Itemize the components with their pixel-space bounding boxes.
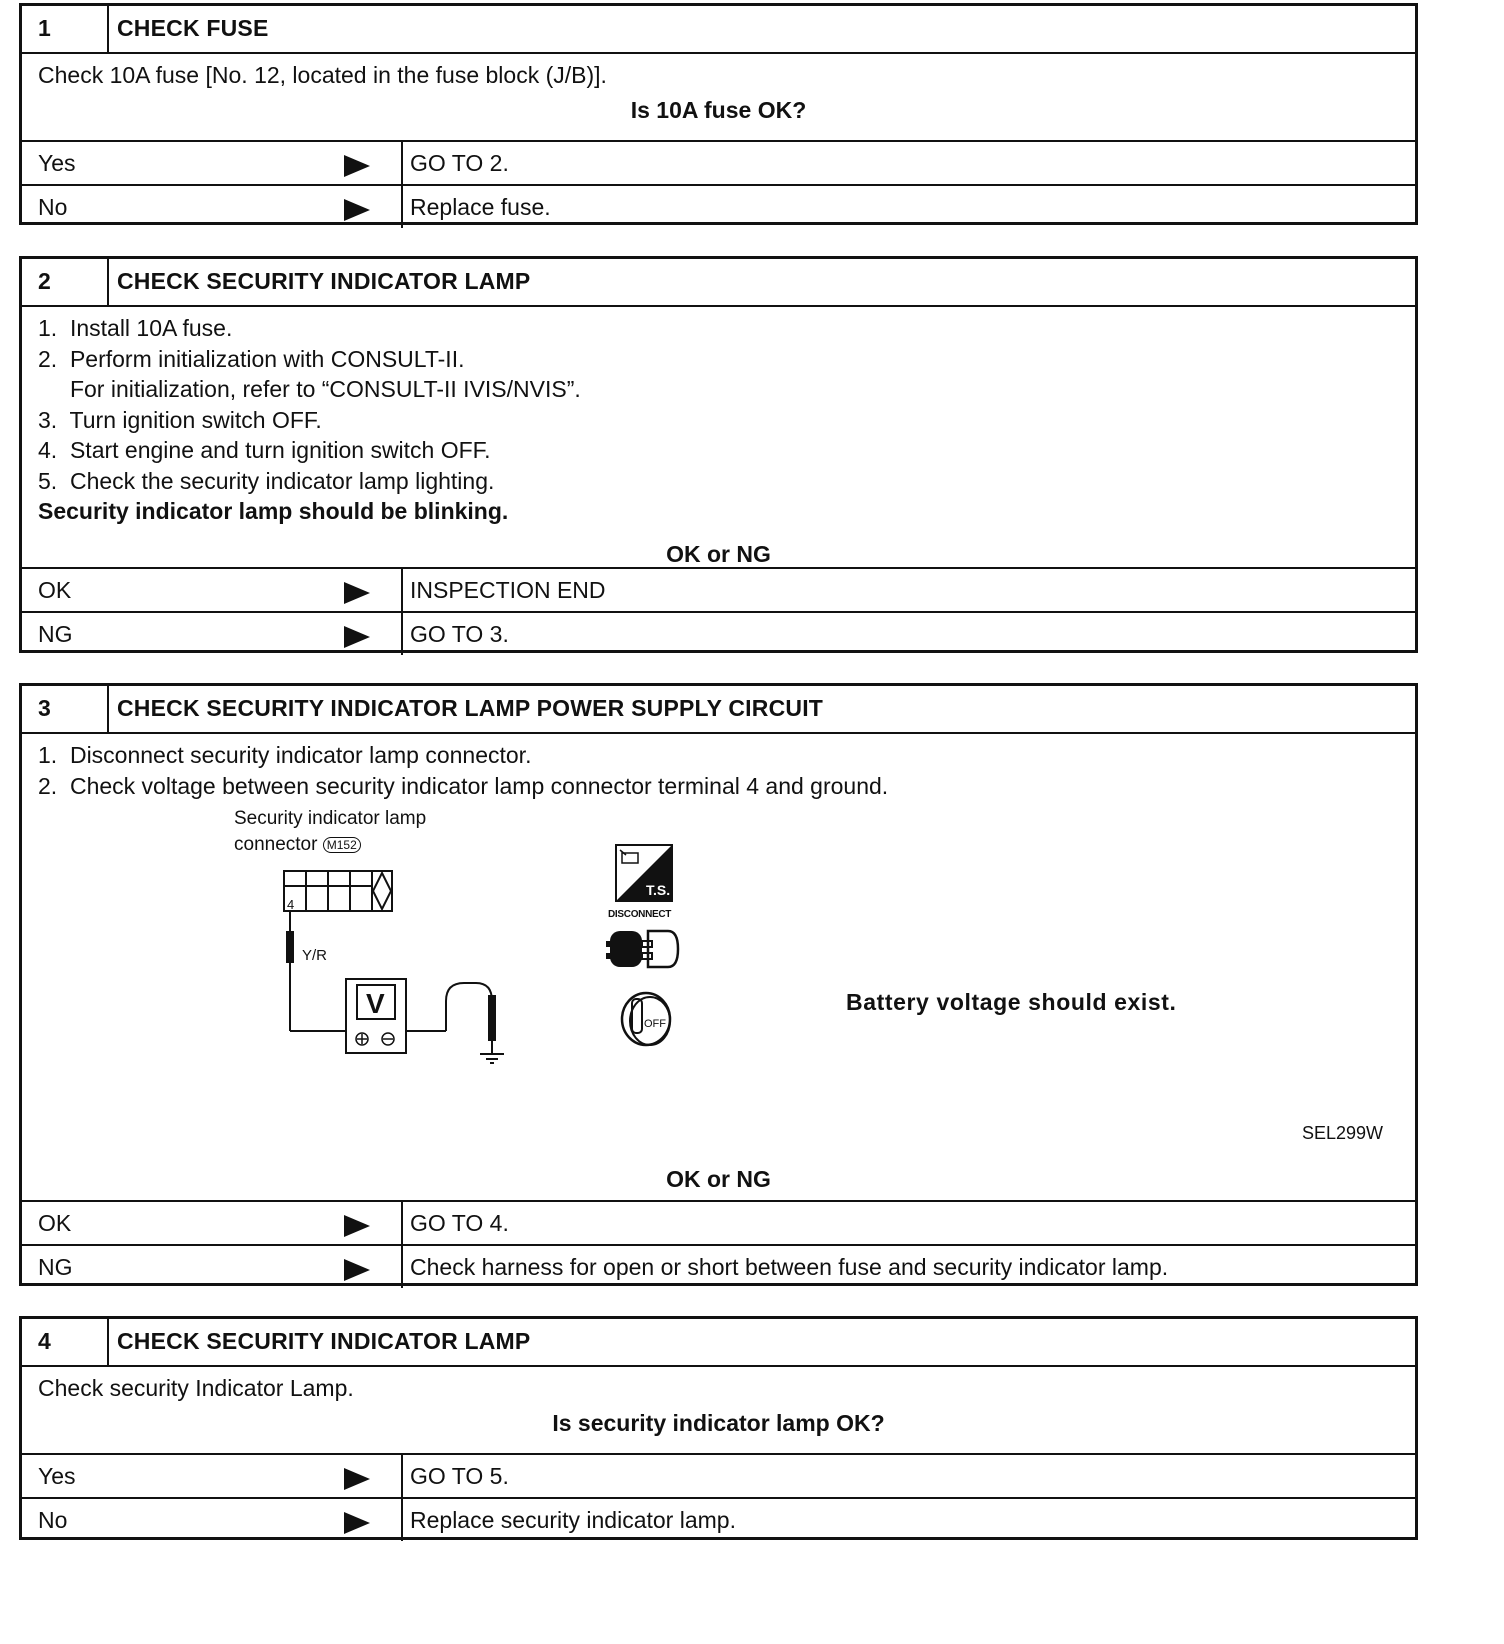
answer-result: GO TO 5. xyxy=(410,1463,509,1489)
ground-probe xyxy=(488,995,496,1041)
answer-row xyxy=(22,611,1415,655)
step-header xyxy=(22,6,1415,52)
answer-result: GO TO 4. xyxy=(410,1210,509,1236)
step-header xyxy=(22,686,1415,732)
step-instructions xyxy=(22,52,1415,140)
answer-row xyxy=(22,1453,1415,1497)
step-number: 3 xyxy=(22,686,109,732)
disconnect-label: DISCONNECT xyxy=(608,909,672,920)
connector-label-text: connector xyxy=(234,834,318,855)
instruction-line: Check 10A fuse [No. 12, located in the fuse block (J/B)]. xyxy=(38,62,607,88)
step-number: 1 xyxy=(22,6,109,52)
circuit-diagram xyxy=(264,861,564,1081)
connector-id-badge: M152 xyxy=(323,837,361,853)
instruction-emphasis: Security indicator lamp should be blinking. xyxy=(38,498,509,524)
disconnect-icon xyxy=(606,921,686,977)
voltage-check-figure xyxy=(38,801,1399,1171)
step-instructions xyxy=(22,305,1415,567)
answer-label: OK xyxy=(38,1210,72,1236)
arrow-right-icon xyxy=(344,582,370,604)
test-probe xyxy=(286,931,294,963)
instruction-line: 2. Perform initialization with CONSULT-II. xyxy=(38,345,465,372)
answer-row xyxy=(22,1497,1415,1541)
step-3-block xyxy=(19,683,1418,1286)
arrow-right-icon xyxy=(344,1215,370,1237)
arrow-right-icon xyxy=(344,626,370,648)
step-1-block xyxy=(19,3,1418,225)
step-title: CHECK SECURITY INDICATOR LAMP xyxy=(117,268,531,294)
voltmeter-symbol: V xyxy=(366,988,385,1019)
answer-result: Check harness for open or short between fuse and security indicator lamp. xyxy=(410,1254,1169,1280)
step-instructions xyxy=(22,732,1415,1200)
step-question: OK or NG xyxy=(666,540,771,567)
connector-label: Security indicator lamp xyxy=(234,808,427,829)
instruction-line: 4. Start engine and turn ignition switch OFF. xyxy=(38,437,491,463)
answer-result: GO TO 2. xyxy=(410,150,509,176)
step-header xyxy=(22,259,1415,305)
connector-label xyxy=(234,831,361,858)
ignition-key-off-icon xyxy=(616,989,680,1053)
step-title: CHECK SECURITY INDICATOR LAMP POWER SUPPLY CIRCUIT xyxy=(117,695,824,721)
instruction-line: 2. Check voltage between security indicator lamp connector terminal 4 and ground. xyxy=(38,772,889,799)
step-header xyxy=(22,1319,1415,1365)
instruction-line: 1. Install 10A fuse. xyxy=(38,315,233,341)
answer-label: NG xyxy=(38,1254,73,1280)
answer-label: No xyxy=(38,194,68,220)
svg-text:OFF: OFF xyxy=(644,1018,666,1030)
step-number: 4 xyxy=(22,1319,109,1365)
answer-label: NG xyxy=(38,621,73,647)
step-number: 2 xyxy=(22,259,109,305)
answer-result: Replace security indicator lamp. xyxy=(410,1507,736,1533)
answer-label: Yes xyxy=(38,1463,76,1489)
step-title: CHECK FUSE xyxy=(117,15,269,41)
answer-label: No xyxy=(38,1507,68,1533)
terminal-number: 4 xyxy=(287,897,295,912)
arrow-right-icon xyxy=(344,199,370,221)
answer-label: OK xyxy=(38,577,72,603)
instruction-line: 1. Disconnect security indicator lamp connector. xyxy=(38,742,532,768)
arrow-right-icon xyxy=(344,155,370,177)
instruction-line: For initialization, refer to “CONSULT-II IVIS/NVIS”. xyxy=(38,376,581,402)
wire-color: Y/R xyxy=(302,947,328,964)
answer-row xyxy=(22,140,1415,184)
answer-row xyxy=(22,1200,1415,1244)
arrow-right-icon xyxy=(344,1259,370,1281)
arrow-right-icon xyxy=(344,1512,370,1534)
instruction-line: Check security Indicator Lamp. xyxy=(38,1375,354,1401)
step-title: CHECK SECURITY INDICATOR LAMP xyxy=(117,1328,531,1354)
step-question: Is security indicator lamp OK? xyxy=(552,1409,885,1436)
ts-icon xyxy=(612,841,676,905)
figure-code: SEL299W xyxy=(1301,1123,1383,1143)
answer-row xyxy=(22,184,1415,228)
answer-label: Yes xyxy=(38,150,76,176)
answer-row xyxy=(22,1244,1415,1288)
answer-row xyxy=(22,567,1415,611)
arrow-right-icon xyxy=(344,1468,370,1490)
step-question: OK or NG xyxy=(666,1166,771,1192)
svg-text:T.S.: T.S. xyxy=(646,882,671,898)
answer-result: INSPECTION END xyxy=(410,577,606,603)
step-2-block xyxy=(19,256,1418,653)
step-4-block xyxy=(19,1316,1418,1540)
answer-result: Replace fuse. xyxy=(410,194,551,220)
step-instructions xyxy=(22,1365,1415,1453)
step-question: Is 10A fuse OK? xyxy=(630,96,807,123)
spec-text: Battery voltage should exist. xyxy=(846,989,1177,1015)
answer-result: GO TO 3. xyxy=(410,621,509,647)
instruction-line: 5. Check the security indicator lamp lighting. xyxy=(38,467,495,494)
instruction-line: 3. Turn ignition switch OFF. xyxy=(38,406,322,433)
